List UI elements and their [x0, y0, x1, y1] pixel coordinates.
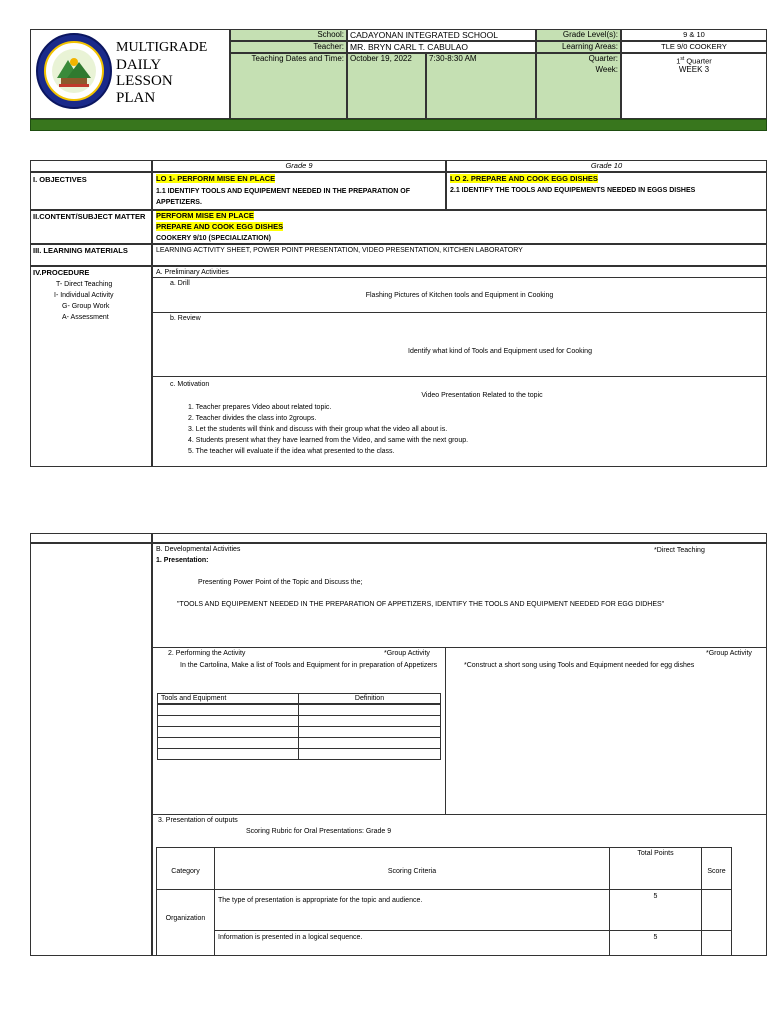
presentation-label: 1. Presentation:	[156, 557, 209, 564]
school-value: CADAYONAN INTEGRATED SCHOOL	[350, 30, 498, 40]
materials-label: III. LEARNING MATERIALS	[33, 246, 128, 255]
song-text-body: *Construct a short song using Tools and Equipment needed for egg dishes	[464, 662, 695, 669]
rubric-score-header: Score	[707, 868, 726, 875]
dll-title-line1: MULTIGRADE	[116, 40, 208, 55]
content2-highlight: PREPARE AND COOK EGG DISHES	[156, 222, 284, 231]
activity-vertical-divider	[445, 647, 446, 814]
materials-value: LEARNING ACTIVITY SHEET, POWER POINT PRESENTATION, VIDEO PRESENTATION, KITCHEN LABORATORY	[156, 247, 523, 254]
content-line3: COOKERY 9/10 (SPECIALIZATION)	[156, 235, 271, 242]
quarter-value-rest: Quarter	[684, 56, 712, 66]
quarter-label: Quarter:	[588, 54, 618, 63]
dev-top-left-cell	[30, 533, 152, 543]
learning-areas-value: TLE 9/0 COOKERY	[661, 42, 727, 51]
quarter-value-num: 1	[676, 56, 681, 66]
header-green-bar	[30, 119, 767, 131]
activity-divider	[152, 814, 767, 815]
dev-top-right-cell	[152, 533, 767, 543]
rubric-total-header: Total Points	[637, 850, 674, 857]
content-line1	[156, 211, 254, 221]
performing-label: 2. Performing the Activity	[168, 650, 246, 657]
topic-quote: "TOOLS AND EQUIPEMENT NEEDED IN THE PREPARATION OF APPETIZERS, IDENTIFY THE TOOLS AND EQUIPMENT NEEDED FOR EGG DIDHES"	[177, 601, 665, 608]
motivation-item: 2. Teacher divides the class into 2groups.	[188, 415, 317, 422]
content-line2	[156, 222, 283, 232]
procedure-label: IV.PROCEDURE	[33, 268, 90, 277]
lo1-sub-text: 1.1 IDENTIFY TOOLS AND EQUIPEMENT NEEDED IN THE PREPARATION OF APPETIZERS.	[156, 188, 410, 206]
school-label: School:	[317, 30, 344, 39]
blank-header-cell	[30, 160, 152, 172]
rubric-row-category: Organization	[165, 915, 206, 922]
rubric-score-cell	[701, 889, 732, 931]
lo2-sub-text: 2.1 IDENTIFY THE TOOLS AND EQUIPEMENTS NEEDED IN EGGS DISHES	[450, 187, 696, 194]
rubric-score-cell	[701, 930, 732, 956]
lo2-text	[450, 174, 598, 184]
dll-title-line4: PLAN	[116, 89, 156, 106]
school-logo	[35, 32, 113, 110]
outputs-label: 3. Presentation of outputs	[158, 817, 238, 824]
song-text	[450, 660, 715, 671]
rubric-category-header: Category	[171, 868, 200, 875]
review-divider	[152, 376, 767, 377]
motivation-list	[188, 402, 758, 457]
time-value: 7:30-8:30 AM	[429, 54, 477, 63]
content1-highlight: PERFORM MISE EN PLACE	[156, 211, 254, 220]
prelim-divider	[152, 277, 767, 278]
review-text: Identify what kind of Tools and Equipment used for Cooking	[408, 348, 592, 355]
dll-title-line3: LESSON	[116, 73, 173, 89]
school-seal-icon	[35, 32, 113, 110]
drill-label: a. Drill	[170, 280, 190, 287]
tools-table-cell	[157, 748, 299, 760]
legend-item: A- Assessment	[62, 314, 109, 321]
group-activity-left: *Group Activity	[384, 650, 430, 657]
lo2-highlight: LO 2. PREPARE AND COOK EGG DISHES	[450, 174, 598, 183]
dll-title	[116, 40, 228, 106]
rubric-row-criteria: Information is presented in a logical sequence.	[218, 934, 363, 941]
def-col-header: Definition	[354, 695, 385, 702]
teacher-value: MR. BRYN CARL T. CABULAO	[350, 42, 468, 52]
content-label: II.CONTENT/SUBJECT MATTER	[33, 212, 146, 221]
motivation-item: 4. Students present what they have learned from the Video, and same with the next group.	[188, 437, 469, 444]
direct-teaching-tag: *Direct Teaching	[654, 547, 705, 554]
dev-left-col	[30, 543, 152, 956]
week-value: WEEK 3	[678, 65, 710, 74]
grade-level-label: Grade Level(s):	[562, 30, 618, 39]
legend-item: G- Group Work	[62, 303, 110, 310]
motivation-item: 3. Let the students will think and discuss with their group what the video all about is.	[188, 426, 448, 433]
presentation-divider	[152, 647, 767, 648]
learning-areas-label: Learning Areas:	[561, 42, 618, 51]
prelim-label: A. Preliminary Activities	[156, 269, 229, 276]
tools-table	[157, 693, 441, 763]
motivation-title: Video Presentation Related to the topic	[421, 392, 543, 399]
tools-col-header: Tools and Equipment	[161, 695, 227, 702]
cartolina-text	[156, 660, 441, 671]
rubric-row-points: 5	[653, 893, 658, 900]
week-label: Week:	[595, 65, 618, 74]
rubric-row-points: 5	[653, 934, 658, 941]
dev-title: B. Developmental Activities	[156, 546, 241, 553]
teacher-label: Teacher:	[313, 42, 344, 51]
cartolina-text-body: In the Cartolina, Make a list of Tools and Equipment for in preparation of Appetizers	[180, 662, 438, 669]
motivation-item: 5. The teacher will evaluate if the idea what presented to the class.	[188, 448, 395, 455]
legend-item: T- Direct Teaching	[56, 281, 113, 288]
quarter-value-sup: st	[680, 56, 685, 62]
legend-item: I- Individual Activity	[54, 292, 114, 299]
rubric-title: Scoring Rubric for Oral Presentations: Grade 9	[246, 828, 392, 835]
rubric-row-criteria: The type of presentation is appropriate for the topic and audience.	[218, 897, 423, 904]
grade9-header: Grade 9	[285, 161, 313, 170]
lo1-text	[156, 174, 275, 184]
tools-table-cell	[298, 748, 441, 760]
rubric-table	[156, 847, 732, 956]
motivation-label: c. Motivation	[170, 381, 210, 388]
logo-caption: CADAYONAN INTEGRATED SCHOOL	[36, 110, 89, 114]
grade10-header: Grade 10	[590, 161, 623, 170]
grade-level-value: 9 & 10	[683, 30, 705, 39]
review-label: b. Review	[170, 315, 201, 322]
date-value: October 19, 2022	[350, 54, 412, 63]
teaching-dates-label: Teaching Dates and Time:	[251, 54, 344, 63]
drill-divider	[152, 312, 767, 313]
drill-text: Flashing Pictures of Kitchen tools and Equipment in Cooking	[365, 292, 554, 299]
group-activity-right: *Group Activity	[706, 650, 752, 657]
motivation-item: 1. Teacher prepares Video about related topic.	[188, 404, 332, 411]
objectives-label: I. OBJECTIVES	[33, 175, 87, 184]
dll-title-line2: DAILY	[116, 56, 162, 73]
rubric-criteria-header: Scoring Criteria	[387, 868, 437, 875]
procedure-legend	[40, 279, 150, 323]
lo1-highlight: LO 1- PERFORM MISE EN PLACE	[156, 174, 276, 183]
presenting-text: Presenting Power Point of the Topic and Discuss the;	[198, 579, 363, 586]
